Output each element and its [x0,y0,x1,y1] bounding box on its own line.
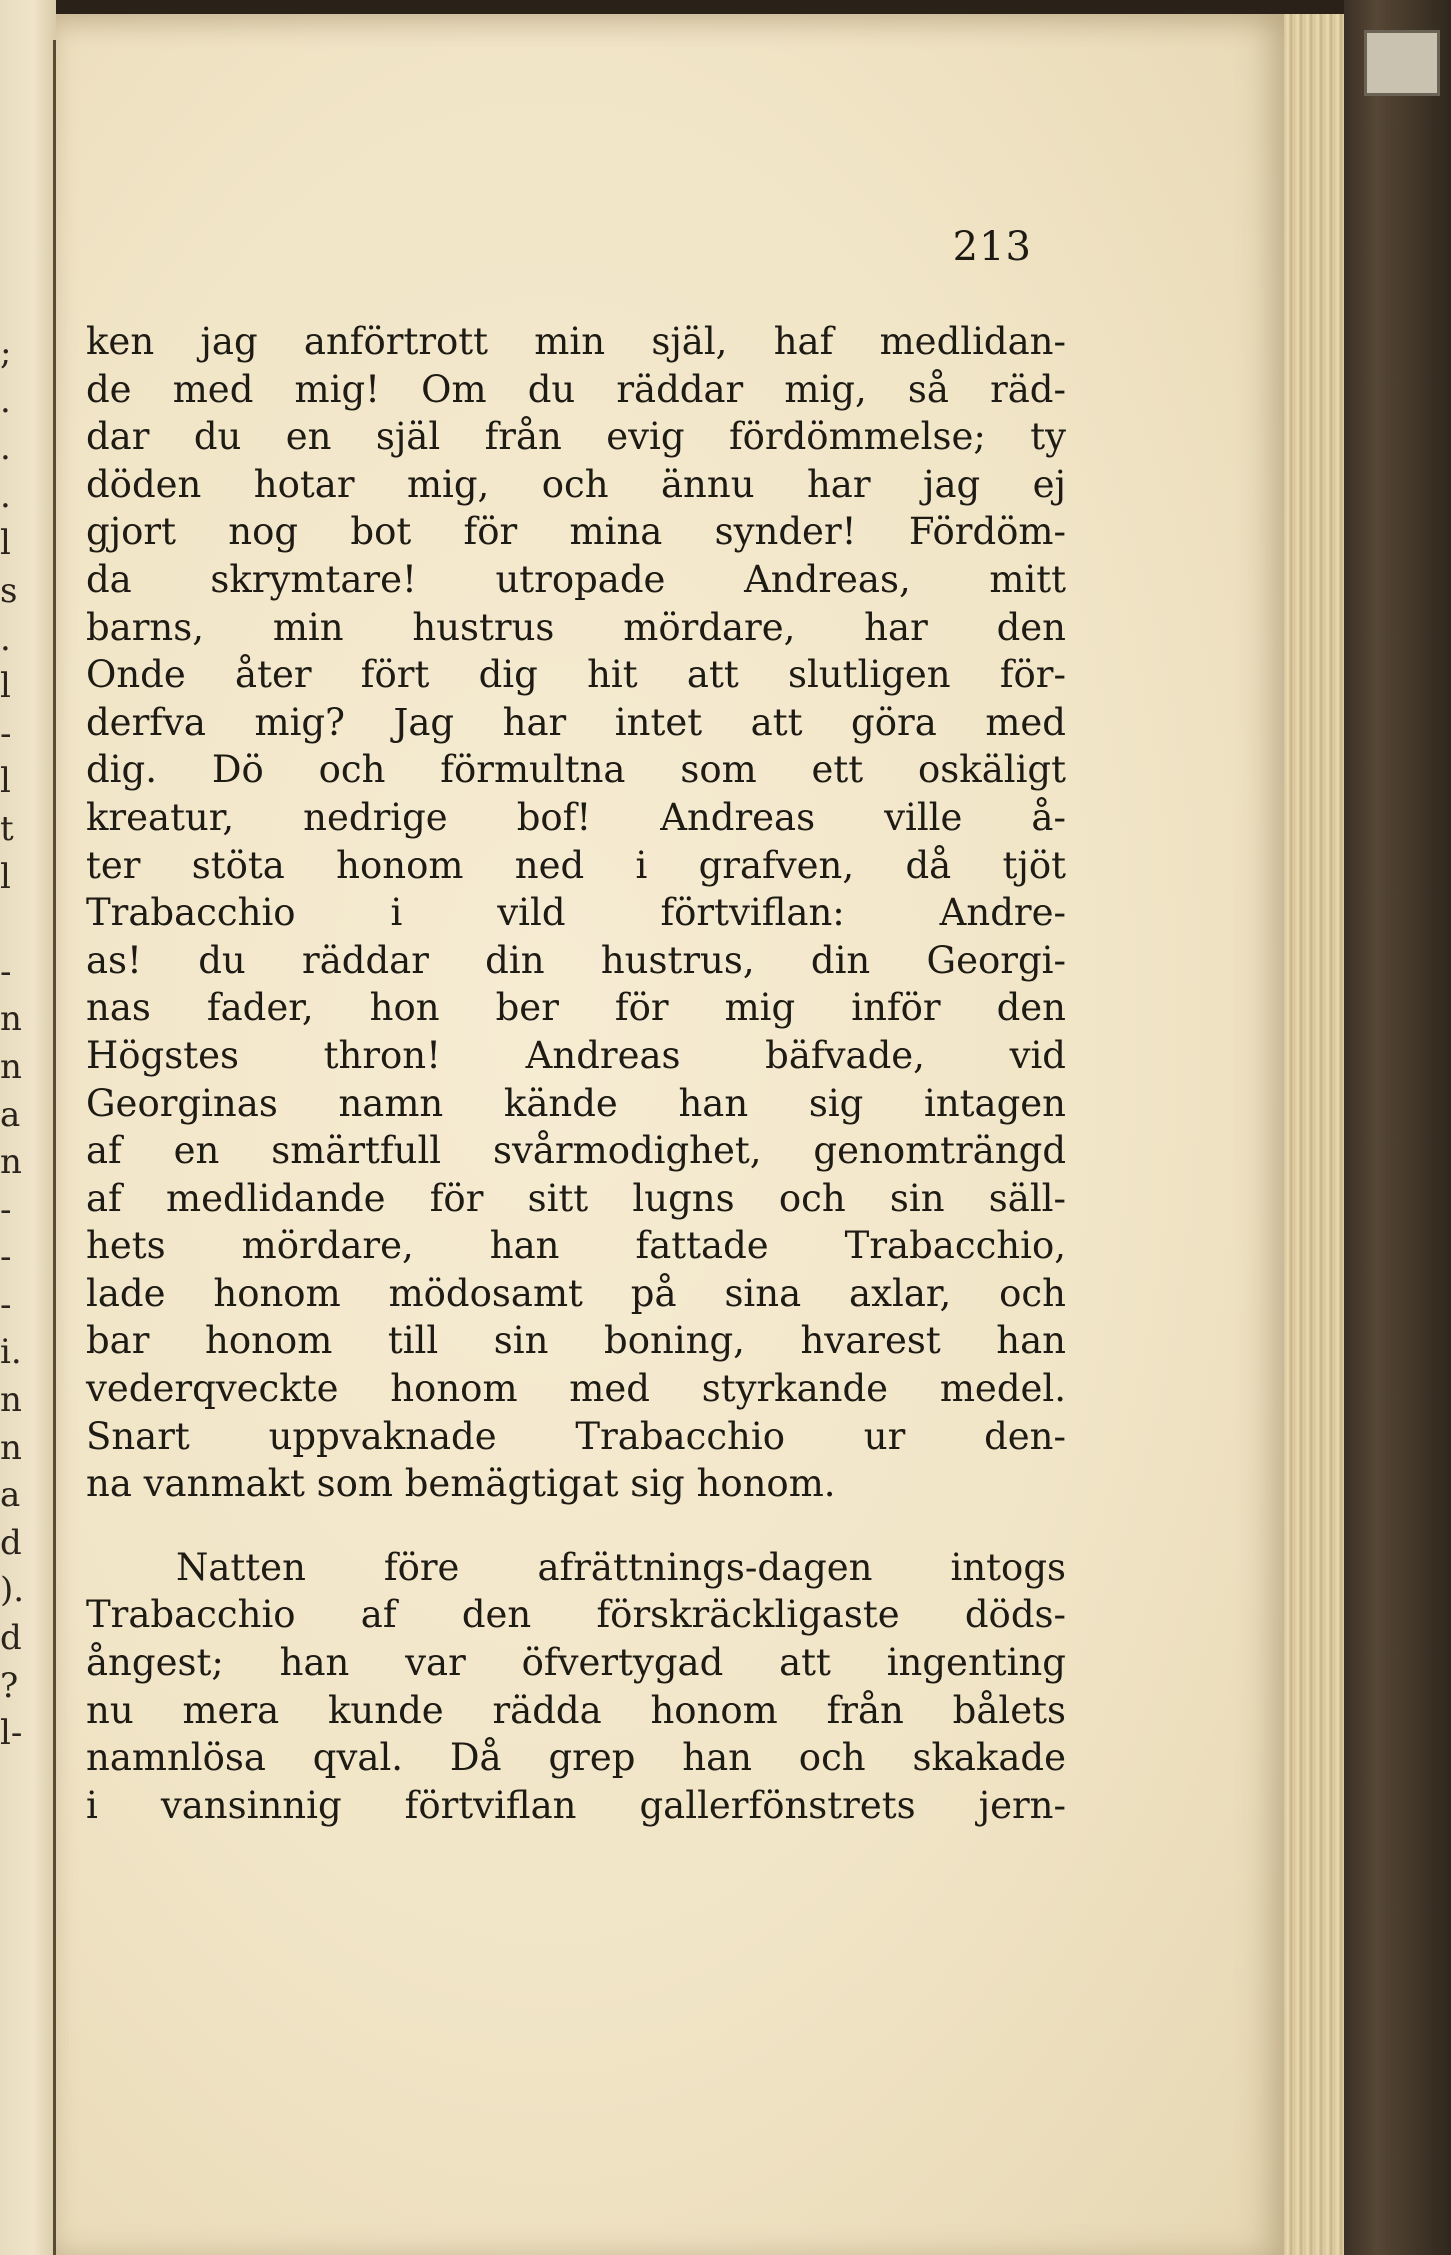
left-fragment: - [0,713,12,754]
text-line: kreatur, nedrige bof! Andreas ville å- [86,795,1066,839]
left-fragment: ). [0,1570,25,1611]
left-fragment: i. [0,1332,22,1373]
book-page [56,14,1284,2255]
text-line: ångest; han var öfvertygad att ingenting [86,1641,1066,1685]
text-line: derfva mig? Jag har intet att göra med [86,700,1066,744]
left-fragment: l [0,761,11,802]
left-fragment: ? [0,1665,19,1706]
left-fragment: - [0,1237,12,1278]
left-page-edge [0,0,56,2255]
text-line: as! du räddar din hustrus, din Georgi- [86,938,1066,982]
left-fragment: d [0,1618,22,1659]
text-line: döden hotar mig, och ännu har jag ej [86,462,1066,506]
text-line: dig. Dö och förmultna som ett oskäligt [86,748,1066,792]
text-line: af en smärtfull svårmodighet, genomträngd [86,1129,1066,1173]
text-line: vederqveckte honom med styrkande medel. [86,1367,1066,1411]
paragraph-gap [86,1508,1066,1544]
left-fragment: l [0,856,11,897]
text-line: lade honom mödosamt på sina axlar, och [86,1271,1066,1315]
text-line: Georginas namn kände han sig intagen [86,1081,1066,1125]
page-stack-edge [1284,14,1344,2255]
left-fragment: - [0,1189,12,1230]
left-page-fragments [0,330,25,1758]
left-fragment: - [0,951,12,992]
left-fragment: t [0,808,14,849]
left-fragment: a [0,1094,21,1135]
left-fragment: ; [0,333,12,373]
left-fragment: . [0,618,11,659]
left-fragment: . [0,428,11,469]
page-text [86,318,1066,1829]
left-fragment: l [0,666,11,707]
book-cover [1344,0,1451,2255]
left-fragment: n [0,1046,22,1087]
text-line: af medlidande för sitt lugns och sin säll- [86,1176,1066,1220]
left-fragment [0,901,20,949]
text-line: ken jag anförtrott min själ, haf medlidan- [86,320,1066,363]
left-fragment: n [0,1427,22,1468]
text-line: barns, min hustrus mördare, har den [86,605,1066,649]
text-line: dar du en själ från evig fördömmelse; ty [86,415,1066,459]
text-line: Snart uppvaknade Trabacchio ur den- [86,1414,1066,1458]
text-line: namnlösa qval. Då grep han och skakade [86,1736,1066,1780]
left-fragment: - [0,1284,12,1325]
text-line: Trabacchio af den förskräckligaste döds- [86,1593,1066,1637]
left-fragment: a [0,1475,21,1516]
text-line: nas fader, hon ber för mig inför den [86,986,1066,1030]
text-line: Onde åter fört dig hit att slutligen för- [86,653,1066,697]
left-fragment: . [0,380,11,421]
text-line: bar honom till sin boning, hvarest han [86,1319,1066,1363]
cover-label [1364,30,1440,96]
text-line: i vansinnig förtviflan gallerfönstrets jern- [86,1783,1066,1827]
text-line: da skrymtare! utropade Andreas, mitt [86,557,1066,601]
text-line: ter stöta honom ned i grafven, då tjöt [86,843,1066,887]
left-fragment: n [0,1380,22,1421]
text-line: na vanmakt som bemägtigat sig honom. [86,1462,836,1506]
text-line: Trabacchio i vild förtviflan: Andre- [86,891,1066,935]
page-number: 213 [952,224,1032,270]
text-line: hets mördare, han fattade Trabacchio, [86,1224,1066,1268]
left-fragment: l [0,523,11,564]
left-fragment: n [0,1142,22,1183]
paragraph-1 [86,318,1066,1508]
left-fragment: . [0,475,11,516]
text-line: nu mera kunde rädda honom från bålets [86,1688,1066,1732]
text-line: gjort nog bot för mina synder! Fördöm- [86,510,1066,554]
text-line: Högstes thron! Andreas bäfvade, vid [86,1033,1066,1077]
text-line: Natten före afrättnings-dagen intogs [176,1545,1066,1589]
left-fragment: d [0,1522,22,1563]
left-fragment: s [0,570,18,611]
left-fragment: n [0,999,22,1040]
text-line: de med mig! Om du räddar mig, så räd- [86,367,1066,411]
paragraph-2 [86,1544,1066,1830]
left-fragment: l- [0,1713,23,1754]
